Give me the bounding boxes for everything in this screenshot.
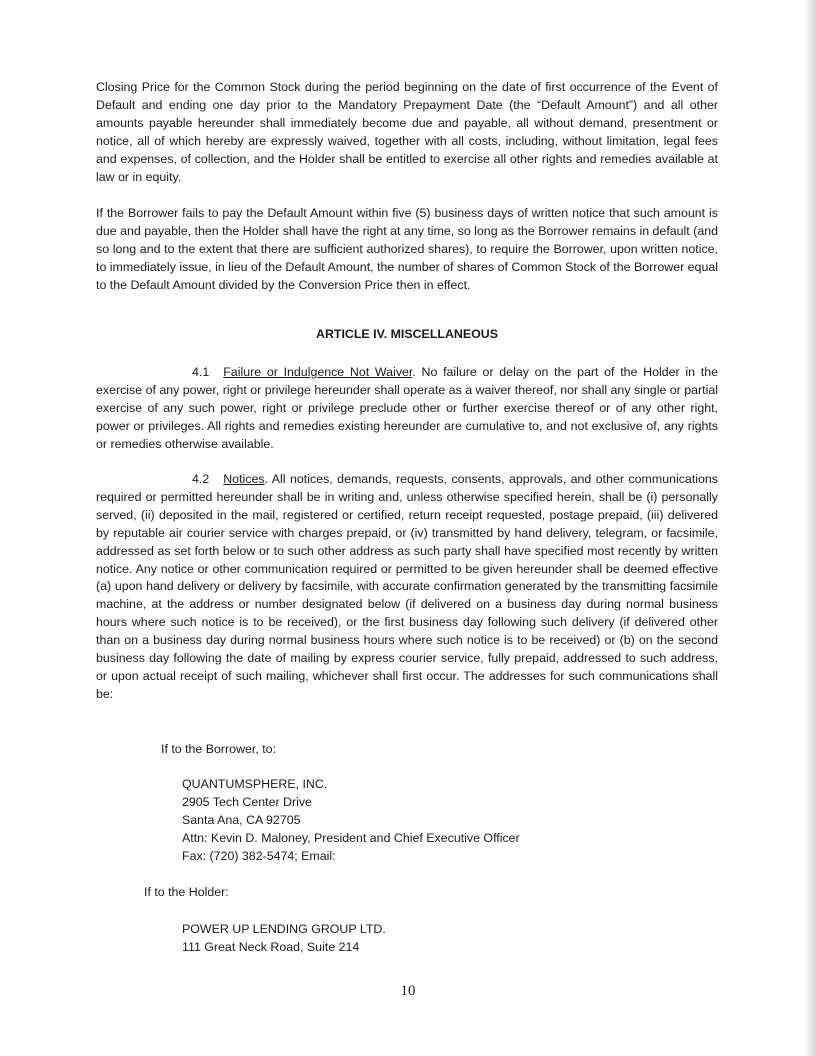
section-4-1-title: Failure or Indulgence Not Waiver	[223, 365, 413, 379]
holder-intro: If to the Holder:	[144, 885, 229, 899]
section-4-1-body: . No failure or delay on the part of the Holder in the exercise of any power, right or privilege hereunder shall operate as a waiver thereof, nor shall any single or partial exercise of any such power, right or privilege preclude other or further exercise thereof or of any other right, power or privileges. All rights and remedies existing hereunder are cumulative to, and not exclusive of, any rights or remedies otherwise available.	[96, 365, 718, 451]
section-4-2-title: Notices	[223, 472, 265, 486]
section-4-1-number: 4.1	[192, 365, 210, 379]
borrower-street: 2905 Tech Center Drive	[182, 795, 312, 809]
article-heading: ARTICLE IV. MISCELLANEOUS	[316, 327, 498, 341]
borrower-attention: Attn: Kevin D. Maloney, President and Chief Executive Officer	[182, 831, 520, 845]
section-4-2	[96, 471, 718, 704]
borrower-company: QUANTUMSPHERE, INC.	[182, 777, 328, 791]
page-number: 10	[400, 983, 416, 999]
holder-street: 111 Great Neck Road, Suite 214	[182, 940, 360, 954]
paragraph-default-amount: Closing Price for the Common Stock during the period beginning on the date of first occurrence of the Event of Default and ending one day prior to the Mandatory Prepayment Date (the “Default Amount”) and all other amounts payable hereunder shall immediately become due and payable, all without demand, presentment or notice, all of which hereby are expressly waived, together with all costs, including, without limitation, legal fees and expenses, of collection, and the Holder shall be entitled to exercise all other rights and remedies available at law or in equity.	[96, 80, 718, 184]
page-edge-shadow	[804, 0, 816, 1056]
borrower-intro: If to the Borrower, to:	[161, 742, 277, 756]
paragraph-default-conversion: If the Borrower fails to pay the Default Amount within five (5) business days of written notice that such amount is due and payable, then the Holder shall have the right at any time, so long as the Borrower remains in default (and so long and to the extent that there are sufficient authorized shares), to require the Borrower, upon written notice, to immediately issue, in lieu of the Default Amount, the number of shares of Common Stock of the Borrower equal to the Default Amount divided by the Conversion Price then in effect.	[96, 206, 718, 292]
borrower-fax-email: Fax: (720) 382-5474; Email:	[182, 849, 336, 863]
section-4-1	[96, 364, 718, 454]
section-4-2-number: 4.2	[192, 472, 210, 486]
holder-company: POWER UP LENDING GROUP LTD.	[182, 922, 386, 936]
section-4-2-body: . All notices, demands, requests, consents, approvals, and other communications required or permitted hereunder shall be in writing and, unless otherwise specified herein, shall be (i) personally served, (ii) deposited in the mail, registered or certified, return receipt requested, postage prepaid, (iii) delivered by reputable air courier service with charges prepaid, or (iv) transmitted by hand delivery, telegram, or facsimile, addressed as set forth below or to such other address as such party shall have specified most recently by written notice. Any notice or other communication required or permitted to be given hereunder shall be deemed effective (a) upon hand delivery or delivery by facsimile, with accurate confirmation generated by the transmitting facsimile machine, at the address or number designated below (if delivered on a business day during normal business hours where such notice is to be received), or the first business day following such delivery (if delivered other than on a business day during normal business hours where such notice is to be received) or (b) on the second business day following the date of mailing by express courier service, fully prepaid, addressed to such address, or upon actual receipt of such mailing, whichever shall first occur. The addresses for such communications shall be:	[96, 472, 718, 701]
borrower-city: Santa Ana, CA 92705	[182, 813, 301, 827]
